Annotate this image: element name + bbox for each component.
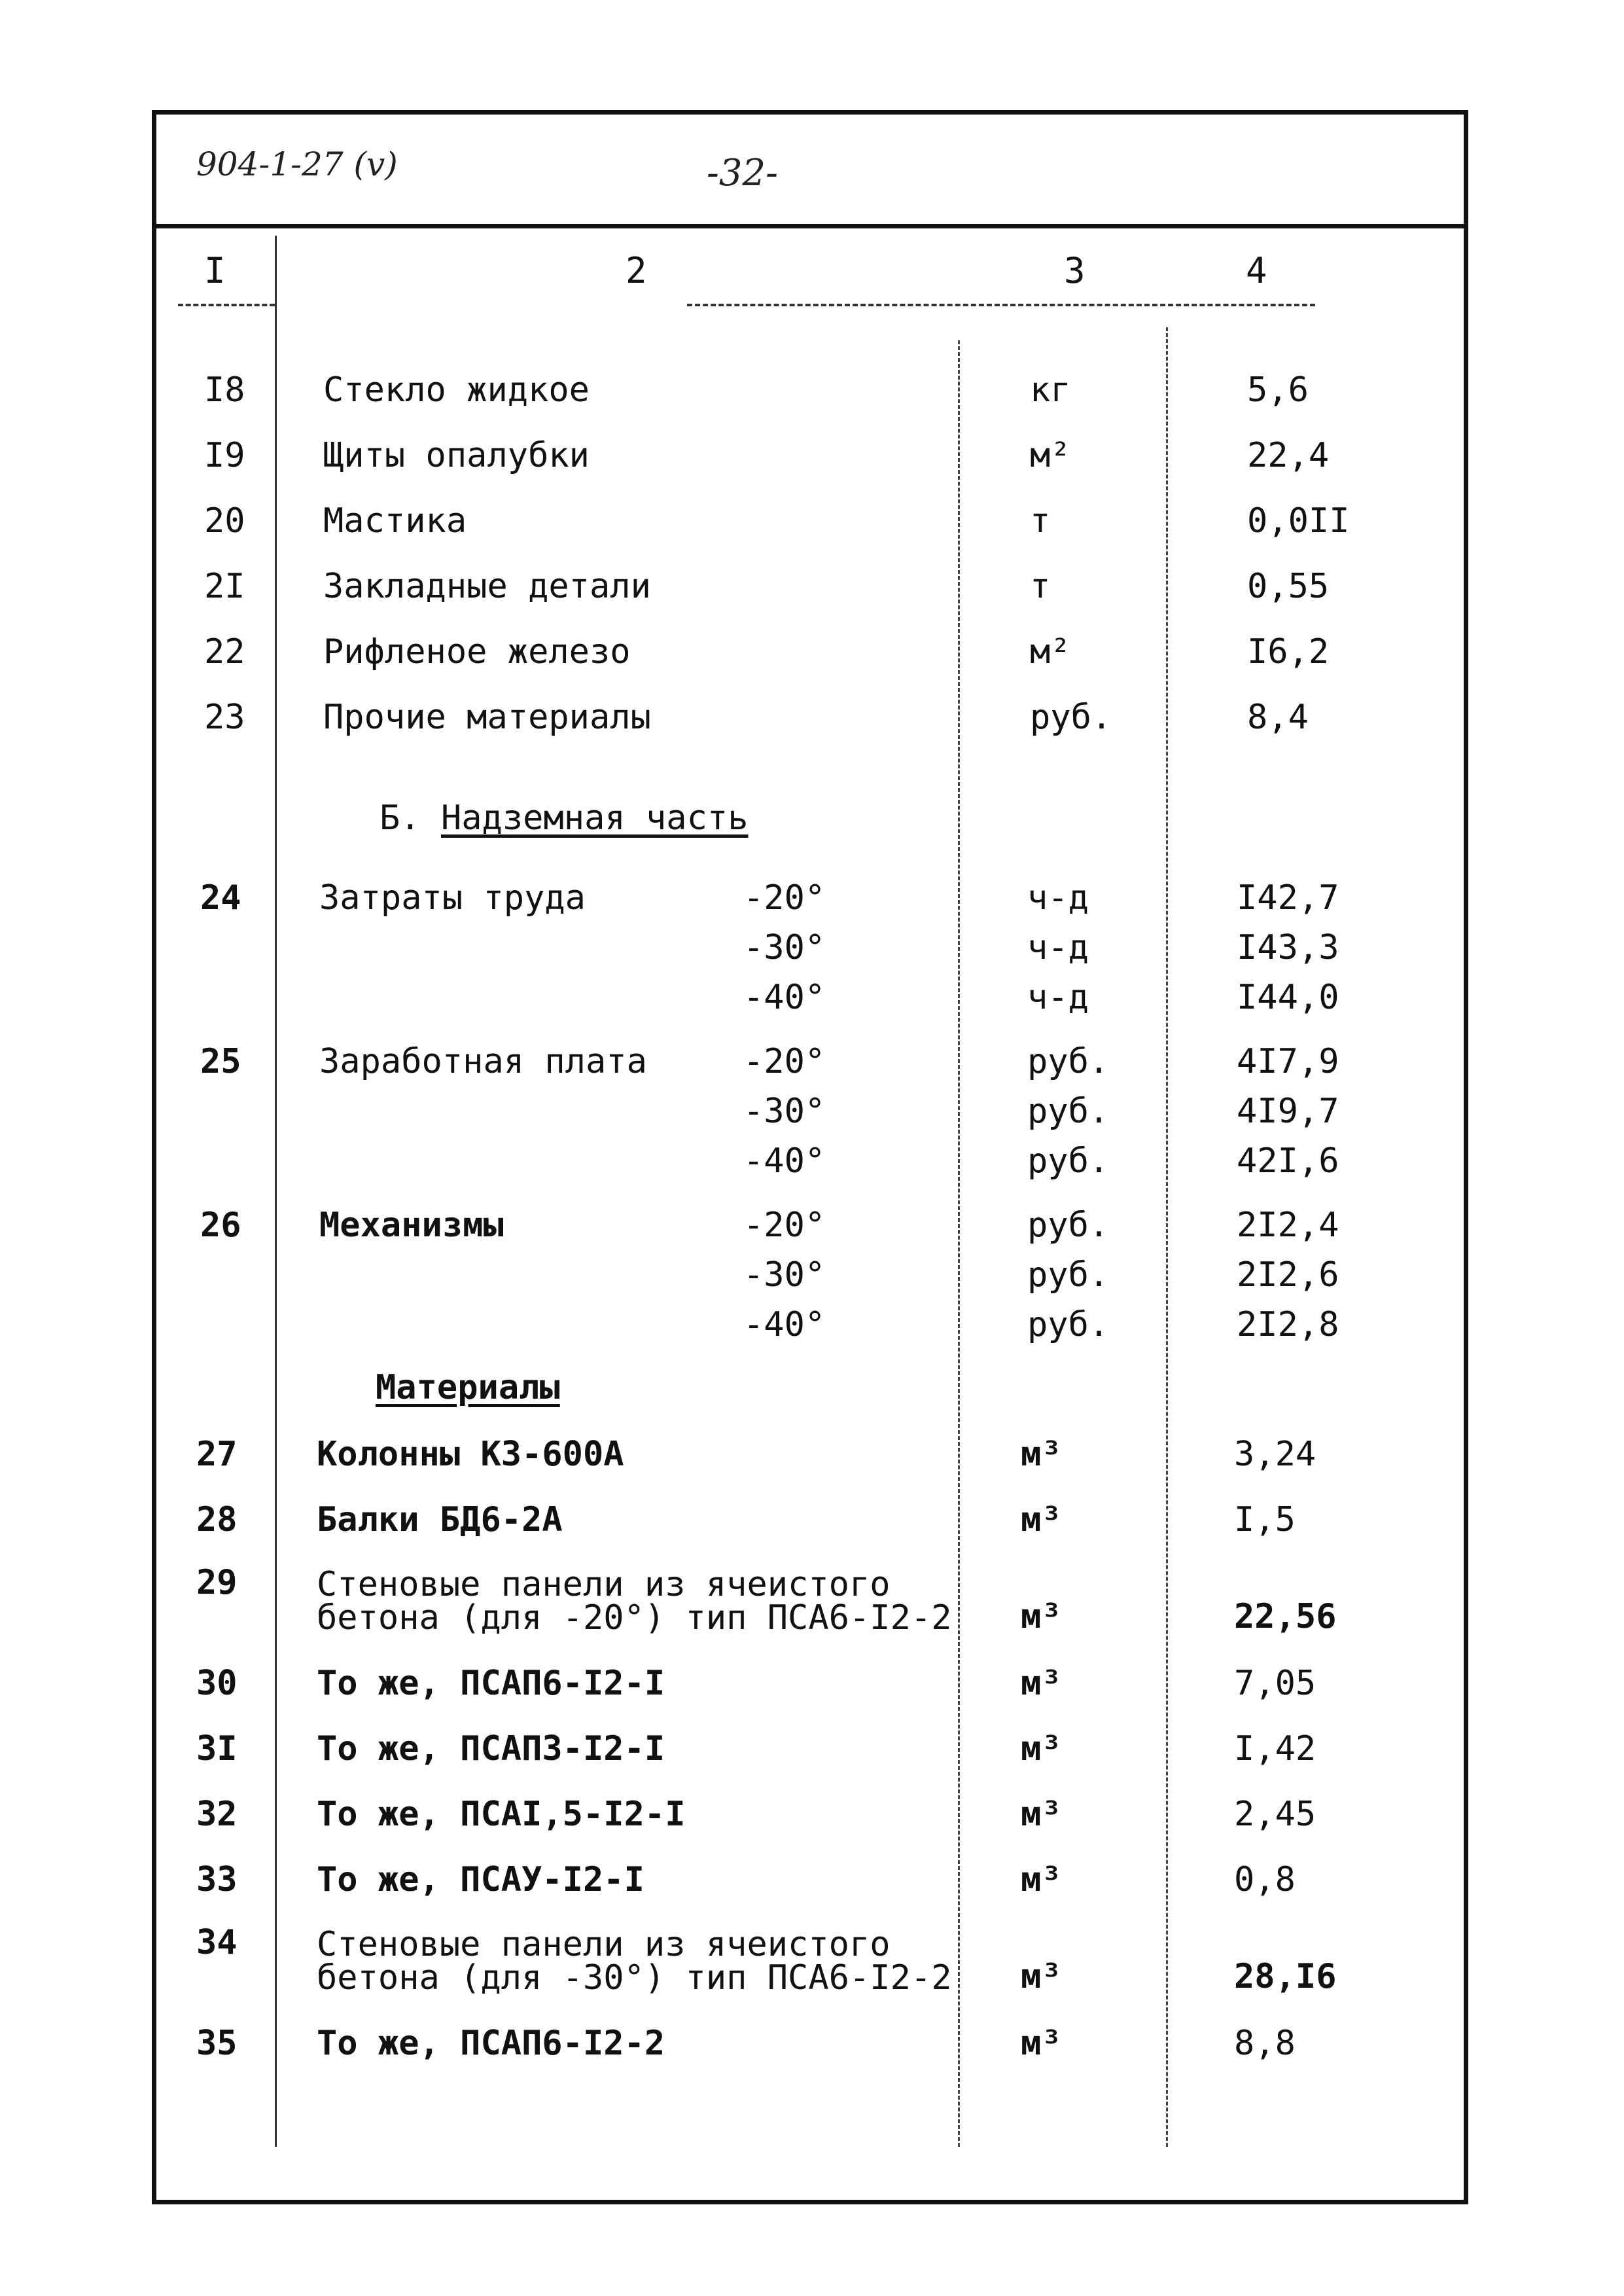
header-divider bbox=[152, 224, 1468, 228]
row-name-line-2: бетона (для -20°) тип ПСА6-I2-2 bbox=[317, 1598, 952, 1638]
row-unit: ч-д bbox=[1027, 928, 1089, 967]
row-name: То же, ПСАУ-I2-I bbox=[317, 1860, 644, 1899]
row-unit: т bbox=[1030, 501, 1051, 541]
row-name: То же, ПСАП6-I2-I bbox=[317, 1664, 665, 1703]
row-unit: руб. bbox=[1027, 1255, 1110, 1295]
row-unit: м³ bbox=[1021, 1795, 1062, 1834]
row-value: I6,2 bbox=[1247, 632, 1330, 672]
row-name-line-1: Стеновые панели из ячеистого bbox=[317, 1925, 891, 1964]
row-unit: м³ bbox=[1021, 1729, 1062, 1768]
row-number: 3I bbox=[196, 1729, 238, 1768]
row-value: 28,I6 bbox=[1234, 1957, 1337, 1996]
row-unit: руб. bbox=[1030, 698, 1112, 737]
column-divider bbox=[1166, 327, 1168, 2147]
row-name: То же, ПСАI,5-I2-I bbox=[317, 1795, 686, 1834]
row-number: 23 bbox=[204, 698, 245, 737]
row-number: I8 bbox=[204, 370, 245, 410]
row-value: I43,3 bbox=[1237, 928, 1339, 967]
row-value: 2I2,4 bbox=[1237, 1206, 1339, 1245]
row-value: I,42 bbox=[1234, 1729, 1316, 1768]
row-unit: м³ bbox=[1021, 1435, 1062, 1474]
row-unit: м³ bbox=[1021, 1957, 1062, 1996]
column-header-1: I bbox=[204, 250, 226, 291]
row-unit: руб. bbox=[1027, 1042, 1110, 1081]
row-number: 26 bbox=[200, 1206, 241, 1245]
row-value: 8,8 bbox=[1234, 2024, 1296, 2063]
row-number: 33 bbox=[196, 1860, 238, 1899]
row-temperature: -40° bbox=[743, 978, 826, 1017]
row-number: 34 bbox=[196, 1923, 238, 1962]
row-name: Рифленое железо bbox=[323, 632, 631, 672]
row-number: 24 bbox=[200, 878, 241, 918]
row-value: 2,45 bbox=[1234, 1795, 1316, 1834]
row-value: I,5 bbox=[1234, 1500, 1296, 1539]
row-unit: м³ bbox=[1021, 1664, 1062, 1703]
row-name: Колонны КЗ-600А bbox=[317, 1435, 624, 1474]
header-underline bbox=[178, 304, 275, 306]
row-name: Закладные детали bbox=[323, 567, 651, 606]
row-name: То же, ПСАП3-I2-I bbox=[317, 1729, 665, 1768]
row-name-line-2: бетона (для -30°) тип ПСА6-I2-2 bbox=[317, 1958, 952, 1998]
row-value: 2I2,6 bbox=[1237, 1255, 1339, 1295]
row-unit: ч-д bbox=[1027, 978, 1089, 1017]
row-temperature: -30° bbox=[743, 1255, 826, 1295]
row-temperature: -20° bbox=[743, 878, 826, 918]
column-divider bbox=[958, 340, 960, 2147]
row-value: I44,0 bbox=[1237, 978, 1339, 1017]
row-unit: м³ bbox=[1021, 1597, 1062, 1636]
row-number: 32 bbox=[196, 1795, 238, 1834]
row-temperature: -40° bbox=[743, 1305, 826, 1344]
row-name bbox=[317, 1925, 952, 1998]
row-number: 28 bbox=[196, 1500, 238, 1539]
section-title: Надземная часть bbox=[440, 798, 749, 838]
row-number: 29 bbox=[196, 1563, 238, 1602]
row-value: 42I,6 bbox=[1237, 1141, 1339, 1181]
row-name: Прочие материалы bbox=[323, 698, 651, 737]
row-temperature: -20° bbox=[743, 1042, 826, 1081]
row-number: 25 bbox=[200, 1042, 241, 1081]
row-name: Мастика bbox=[323, 501, 467, 541]
row-value: 3,24 bbox=[1234, 1435, 1316, 1474]
row-value: 8,4 bbox=[1247, 698, 1309, 737]
row-number: 20 bbox=[204, 501, 245, 541]
page-number: -32- bbox=[707, 152, 779, 194]
row-name bbox=[317, 1565, 952, 1638]
row-value: 22,4 bbox=[1247, 436, 1330, 475]
row-value: 0,8 bbox=[1234, 1860, 1296, 1899]
row-temperature: -40° bbox=[743, 1141, 826, 1181]
row-name: Стекло жидкое bbox=[323, 370, 590, 410]
section-heading bbox=[380, 798, 749, 838]
row-value: 22,56 bbox=[1234, 1597, 1337, 1636]
row-name: То же, ПСАП6-I2-2 bbox=[317, 2024, 665, 2063]
row-temperature: -30° bbox=[743, 928, 826, 967]
row-number: 27 bbox=[196, 1435, 238, 1474]
column-header-2: 2 bbox=[626, 250, 647, 291]
row-number: 35 bbox=[196, 2024, 238, 2063]
row-unit: руб. bbox=[1027, 1141, 1110, 1181]
row-name: Балки БД6-2А bbox=[317, 1500, 563, 1539]
row-number: 2I bbox=[204, 567, 245, 606]
row-value: 5,6 bbox=[1247, 370, 1309, 410]
row-name-line-1: Стеновые панели из ячеистого bbox=[317, 1565, 891, 1604]
row-temperature: -30° bbox=[743, 1092, 826, 1131]
column-divider bbox=[275, 236, 277, 2147]
row-value: 7,05 bbox=[1234, 1664, 1316, 1703]
row-unit: ч-д bbox=[1027, 878, 1089, 918]
row-value: 0,0II bbox=[1247, 501, 1350, 541]
row-name: Заработная плата bbox=[319, 1042, 647, 1081]
row-value: 4I9,7 bbox=[1237, 1092, 1339, 1131]
row-number: 22 bbox=[204, 632, 245, 672]
row-number: 30 bbox=[196, 1664, 238, 1703]
row-unit: т bbox=[1030, 567, 1051, 606]
row-value: I42,7 bbox=[1237, 878, 1339, 918]
materials-heading: Материалы bbox=[376, 1368, 560, 1407]
header-underline bbox=[687, 304, 1315, 306]
row-number: I9 bbox=[204, 436, 245, 475]
row-name: Затраты труда bbox=[319, 878, 586, 918]
row-name: Щиты опалубки bbox=[323, 436, 590, 475]
row-unit: руб. bbox=[1027, 1206, 1110, 1245]
row-unit: руб. bbox=[1027, 1305, 1110, 1344]
column-header-4: 4 bbox=[1246, 250, 1267, 291]
document-code: 904-1-27 (v) bbox=[196, 145, 398, 183]
row-unit: м³ bbox=[1021, 2024, 1062, 2063]
row-unit: м² bbox=[1030, 436, 1071, 475]
row-unit: кг bbox=[1030, 370, 1071, 410]
row-temperature: -20° bbox=[743, 1206, 826, 1245]
row-unit: м³ bbox=[1021, 1860, 1062, 1899]
row-value: 0,55 bbox=[1247, 567, 1330, 606]
row-name: Механизмы bbox=[319, 1206, 504, 1245]
column-header-3: 3 bbox=[1064, 250, 1086, 291]
row-value: 4I7,9 bbox=[1237, 1042, 1339, 1081]
row-unit: м² bbox=[1030, 632, 1071, 672]
row-value: 2I2,8 bbox=[1237, 1305, 1339, 1344]
row-unit: руб. bbox=[1027, 1092, 1110, 1131]
section-prefix: Б. bbox=[380, 798, 421, 838]
row-unit: м³ bbox=[1021, 1500, 1062, 1539]
